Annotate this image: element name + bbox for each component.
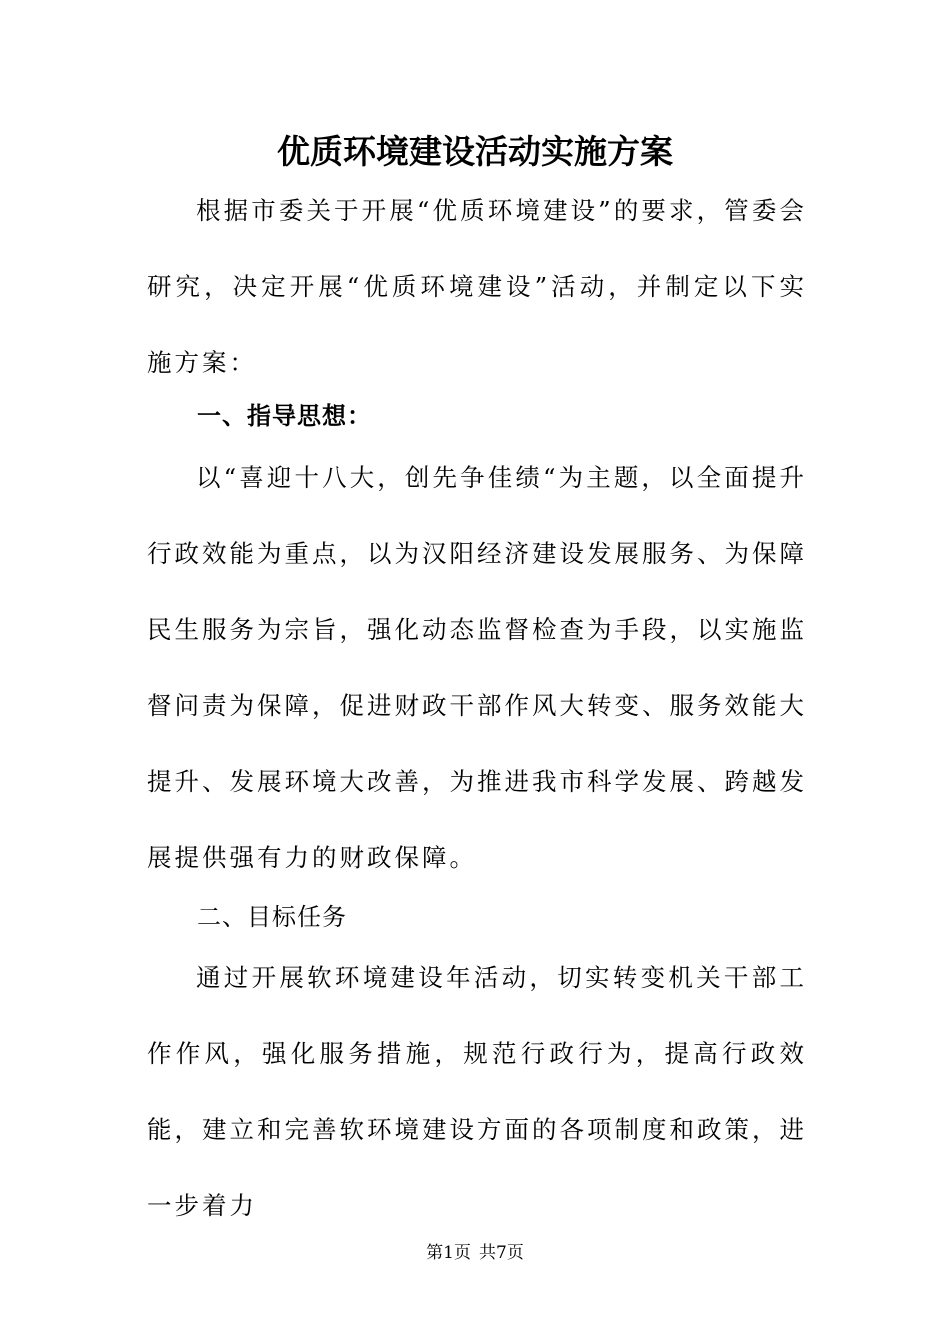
section-paragraph-guiding-ideology: 以“喜迎十八大，创先争佳绩“为主题，以全面提升行政效能为重点，以为汉阳经济建设发展服务、为保障民生服务为宗旨，强化动态监督检查为手段，以实施监督问责为保障，促进财政干部作风大转变、服务效能大提升、发展环境大改善，为推进我市科学发展、跨越发展提供强有力的财政保障。	[147, 463, 807, 872]
page-footer	[0, 1241, 950, 1265]
page-total: 共7页	[479, 1243, 524, 1263]
section-paragraph-goals-tasks: 通过开展软环境建设年活动，切实转变机关干部工作作风，强化服务措施，规范行政行为，提高行政效能，建立和完善软环境建设方面的各项制度和政策，进一步着力	[147, 963, 807, 1220]
document-title: 优质环境建设活动实施方案	[277, 132, 673, 171]
section-heading-goals-tasks: 二、目标任务	[197, 903, 347, 931]
section-heading-guiding-ideology: 一、指导思想：	[197, 402, 372, 430]
page-number: 第1页	[426, 1243, 471, 1263]
intro-paragraph: 根据市委关于开展“优质环境建设”的要求，管委会研究，决定开展“优质环境建设”活动，并制定以下实施方案：	[147, 196, 807, 377]
